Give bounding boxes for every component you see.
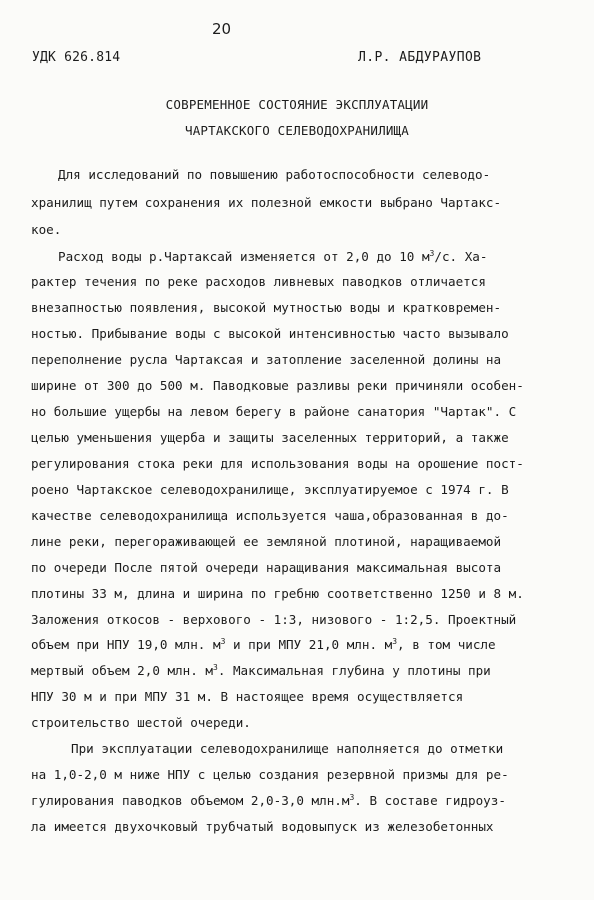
body-line: гулирования паводков объемом 2,0-3,0 $млн.м^3$. В составе гидроуз- [31,793,506,808]
title-line-1: СОВРЕМЕННОЕ СОСТОЯНИЕ ЭКСПЛУАТАЦИИ [165,97,429,112]
body-line: на 1,0-2,0 м ниже НПУ с целью создания резервной призмы для ре- [31,767,509,782]
page-number: 20 [212,20,232,38]
udk-code: УДК 626.814 [32,50,121,65]
body-line: Расход воды р.Чартаксай изменяется от 2,0 до 10 $м^3/с$. Ха- [58,249,488,264]
body-line: строительство шестой очереди. [31,715,251,730]
body-line: ла имеется двухочковый трубчатый водовыпуск из железобетонных [31,819,494,834]
body-line: плотины 33 м, длина и ширина по гребню соответственно 1250 и 8 м. [31,586,524,601]
body-line: НПУ 30 м и при МПУ 31 м. В настоящее время осуществляется [31,689,464,704]
body-line: лине реки, перегораживающей ее земляной плотиной, наращиваемой [31,534,502,549]
author-name: Л.Р. АБДУРАУПОВ [358,50,482,65]
body-line: ностью. Прибывание воды с высокой интенсивностью часто вызывало [31,326,509,341]
body-line: кое. [31,222,62,237]
body-line: внезапностью появления, высокой мутностью воды и кратковремен- [31,300,502,315]
body-line: объем при НПУ 19,0 млн. $м^3$ и при МПУ 21,0 млн. $м^3$, в том числе [31,637,496,652]
body-line: Для исследований по повышению работоспособности селеводо- [58,167,491,182]
body-line: по очереди После пятой очереди наращивания максимальная высота [31,560,502,575]
body-line: качестве селеводохранилища используется чаша,образованная в до- [31,508,509,523]
body-line: ширине от 300 до 500 м. Паводковые разливы реки причиняли особен- [31,378,524,393]
body-line: хранилищ путем сохранения их полезной емкости выбрано Чартакс- [31,195,502,210]
body-line: но большие ущербы на левом берегу в районе санатория "Чартак". С [31,404,517,419]
body-line: рактер течения по реке расходов ливневых паводков отличается [31,274,486,289]
body-line: целью уменьшения ущерба и защиты заселенных территорий, а также [31,430,509,445]
body-line: роено Чартакское селеводохранилище, эксплуатируемое с 1974 г. В [31,482,509,497]
title-line-2: ЧАРТАКСКОГО СЕЛЕВОДОХРАНИЛИЩА [184,123,410,138]
body-line: Заложения откосов - верхового - 1:3, низового - 1:2,5. Проектный [31,612,517,627]
body-line: мертвый объем 2,0 млн. $м^3$. Максимальная глубина у плотины при [31,663,491,678]
body-line: регулирования стока реки для использования воды на орошение пост- [31,456,524,471]
body-line: При эксплуатации селеводохранилище наполняется до отметки [71,741,504,756]
body-line: переполнение русла Чартаксая и затопление заселенной долины на [31,352,502,367]
